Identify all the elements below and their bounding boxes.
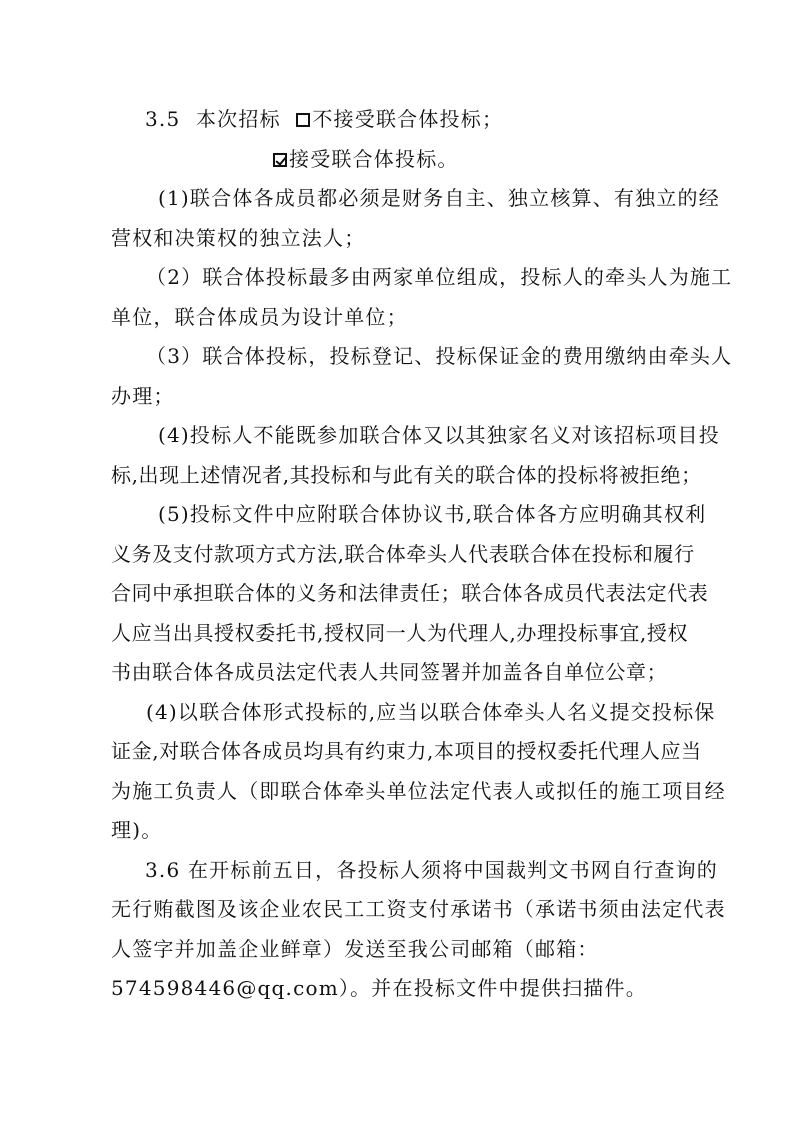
paragraph-5-line-4: 人应当出具授权委托书,授权同一人为代理人,办理投标事宜,授权	[111, 621, 689, 645]
paragraph-4-line-1: (4)投标人不能既参加联合体又以其独家名义对该招标项目投	[158, 423, 720, 447]
paragraph-1-line-2: 营权和决策权的独立法人；	[111, 226, 366, 250]
section-number: 3.5	[145, 107, 181, 131]
paragraph-4-line-2: 标,出现上述情况者,其投标和与此有关的联合体的投标将被拒绝；	[111, 463, 702, 487]
option-accept: 接受联合体投标。	[289, 147, 459, 171]
paragraph-3-line-2: 办理；	[111, 384, 175, 408]
section-3-6-line-3: 人签字并加盖企业鲜章）发送至我公司邮箱（邮箱：	[111, 937, 599, 961]
paragraph-5-line-2: 义务及支付款项方式方法,联合体牵头人代表联合体在投标和履行	[111, 542, 695, 566]
paragraph-6-line-4: 理)。	[111, 818, 163, 842]
paragraph-1-line-1: (1)联合体各成员都必须是财务自主、独立核算、有独立的经	[158, 186, 720, 210]
paragraph-6-line-1: (4)以联合体形式投标的,应当以联合体牵头人名义提交投标保	[146, 700, 716, 724]
checkbox-unchecked-icon	[296, 113, 310, 127]
option-not-accept: 不接受联合体投标；	[312, 107, 504, 131]
checkbox-checked-icon	[273, 153, 287, 167]
paragraph-5-line-1: (5)投标文件中应附联合体协议书,联合体各方应明确其权利	[158, 502, 707, 526]
section-3-6-line-1: 3.6 在开标前五日，各投标人须将中国裁判文书网自行查询的	[145, 858, 718, 882]
paragraph-2-line-2: 单位，联合体成员为设计单位；	[111, 305, 408, 329]
section-3-6-line-2: 无行贿截图及该企业农民工工资支付承诺书（承诺书须由法定代表	[111, 897, 726, 921]
paragraph-5-line-5: 书由联合体各成员法定代表人共同签署并加盖各自单位公章；	[111, 660, 668, 684]
option-accept-line	[273, 147, 459, 171]
paragraph-6-line-2: 证金,对联合体各成员均具有约束力,本项目的授权委托代理人应当	[111, 739, 702, 763]
paragraph-2-line-1: （2）联合体投标最多由两家单位组成，投标人的牵头人为施工	[146, 265, 733, 289]
section-label: 本次招标	[195, 107, 281, 131]
paragraph-3-line-1: （3）联合体投标，投标登记、投标保证金的费用缴纳由牵头人	[146, 344, 733, 368]
paragraph-5-line-3: 合同中承担联合体的义务和法律责任；联合体各成员代表法定代表	[111, 581, 709, 605]
section-3-6-line-4: 574598446@qq.com）。并在投标文件中提供扫描件。	[111, 976, 647, 1000]
section-3-5-heading	[145, 107, 503, 131]
paragraph-6-line-3: 为施工负责人（即联合体牵头单位法定代表人或拟任的施工项目经	[111, 779, 726, 803]
